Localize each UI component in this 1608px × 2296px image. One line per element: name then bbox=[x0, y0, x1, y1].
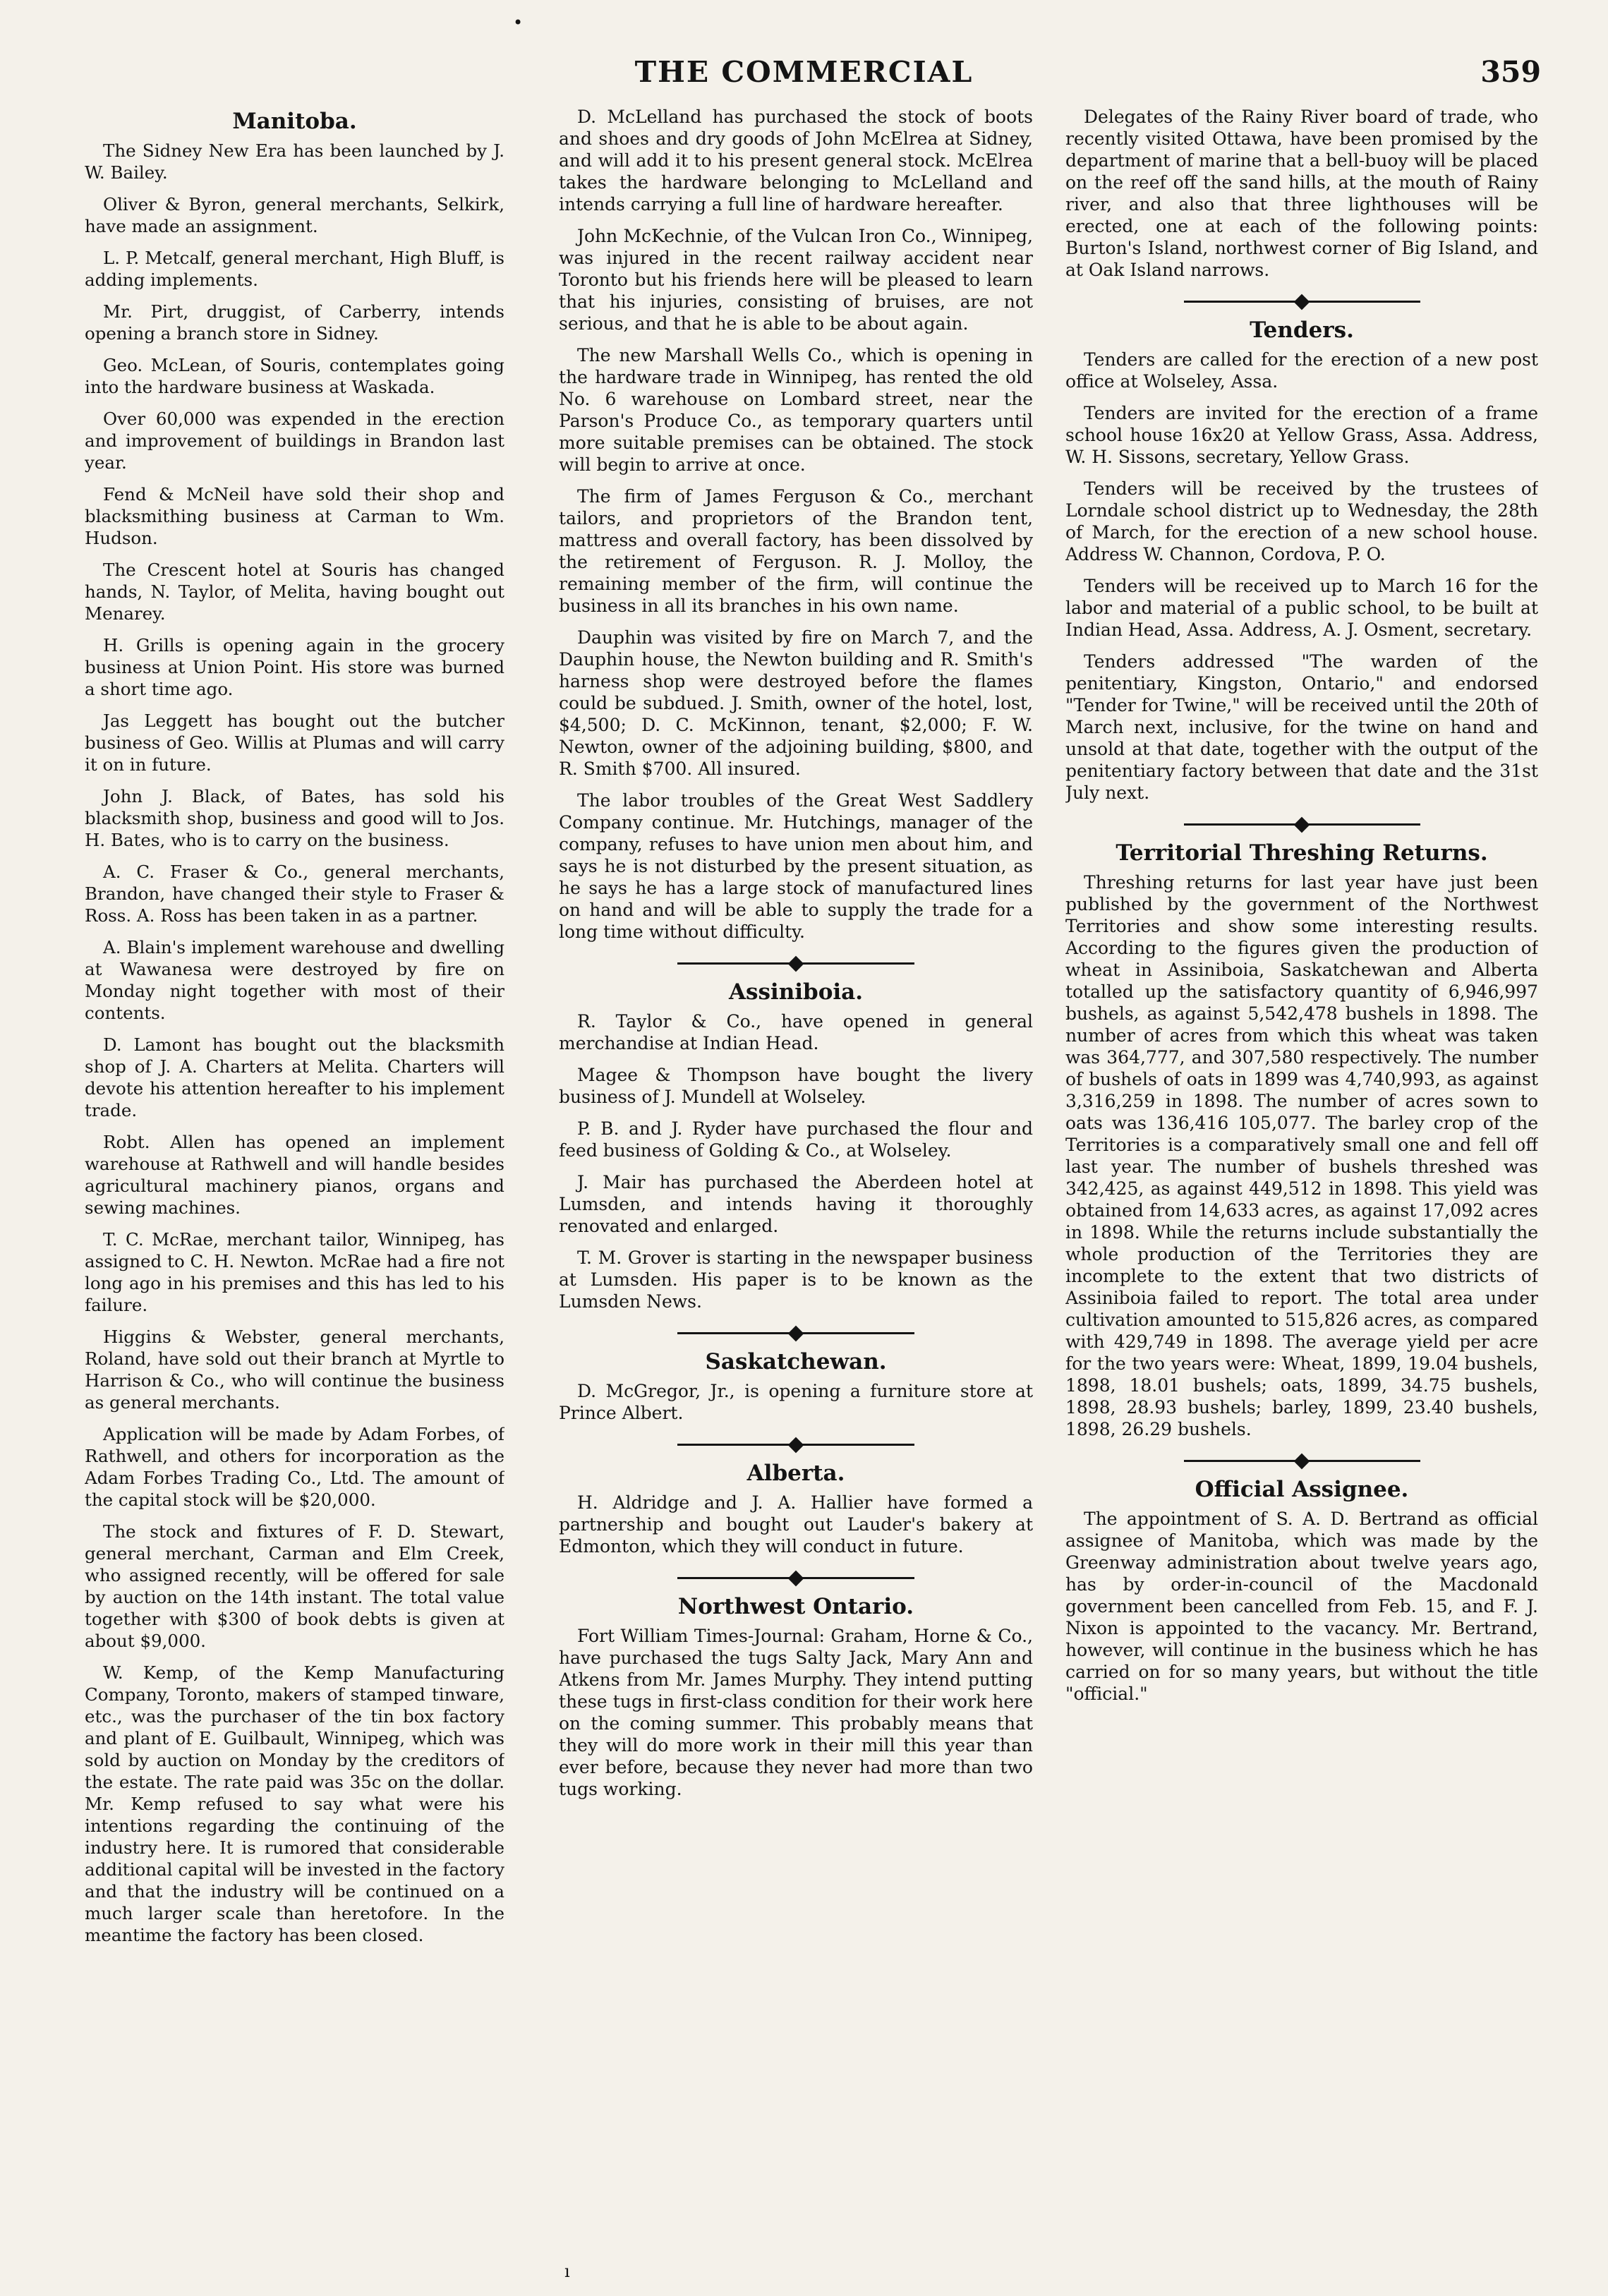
news-item: Tenders will be received by the trustees of Lorndale school district up to Wednesday, the 28th of March, for the erection of a new school house. Address W. Channon, Cordova, P. O. bbox=[1065, 478, 1538, 564]
news-item: Magee & Thompson have bought the livery business of J. Mundell at Wolseley. bbox=[559, 1065, 1033, 1107]
news-item: John J. Black, of Bates, has sold his blacksmith shop, business and good will to Jos. H. Bates, who is to carry on the business. bbox=[85, 786, 504, 850]
news-item: Fort William Times-Journal: Graham, Horne & Co., have purchased the tugs Salty Jack, Mary Ann and Atkens from Mr. James Murphy. They intend putting these tugs in first-class condition for their work here on the coming summer. This probably means that they will do more work in their mill this year than ever before, because they never had more than two tugs working. bbox=[559, 1626, 1033, 1799]
section-divider bbox=[559, 1567, 1033, 1588]
news-item: H. Grills is opening again in the grocery business at Union Point. His store was burned a short time ago. bbox=[85, 635, 504, 699]
manitoba-items bbox=[85, 140, 504, 1946]
scan-dot-top: • bbox=[513, 13, 524, 32]
news-item: The Sidney New Era has been launched by J. W. Bailey. bbox=[85, 140, 504, 183]
news-item: Application will be made by Adam Forbes, of Rathwell, and others for incorporation as the Adam Forbes Trading Co., Ltd. The amount of the capital stock will be $20,000. bbox=[85, 1424, 504, 1510]
news-item: The firm of James Ferguson & Co., merchant tailors, and proprietors of the Brandon tent, mattress and overall factory, has been dissolved by the retirement of Ferguson. R. J. Molloy, the remaining member of the firm, will continue the business in all its branches in his own name. bbox=[559, 486, 1033, 616]
news-item: D. McGregor, Jr., is opening a furniture store at Prince Albert. bbox=[559, 1381, 1033, 1423]
news-item: T. C. McRae, merchant tailor, Winnipeg, has assigned to C. H. Newton. McRae had a fire not long ago in his premises and this has led to his failure. bbox=[85, 1229, 504, 1315]
news-item: T. M. Grover is starting in the newspaper business at Lumsden. His paper is to be known as the Lumsden News. bbox=[559, 1247, 1033, 1312]
news-item: The new Marshall Wells Co., which is opening in the hardware trade in Winnipeg, has rented the old No. 6 warehouse on Lombard street, near the Parson's Produce Co., as temporary quarters until more suitable premises can be obtained. The stock will begin to arrive at once. bbox=[559, 345, 1033, 475]
section-divider bbox=[1065, 1450, 1538, 1471]
news-item: The appointment of S. A. D. Bertrand as official assignee of Manitoba, which was made by the Greenway administration about twelve years ago, has by order-in-council of the Macdonald government been cancelled from Feb. 15, and F. J. Nixon is appointed to the vacancy. Mr. Bertrand, however, will continue in the business which he has carried on for so many years, but without the title "official." bbox=[1065, 1509, 1538, 1704]
section-heading-alberta: Alberta. bbox=[746, 1461, 845, 1486]
news-item: A. Blain's implement warehouse and dwelling at Wawanesa were destroyed by fire on Monday night together with most of their contents. bbox=[85, 937, 504, 1023]
column-1 bbox=[85, 106, 504, 2258]
news-item: A. C. Fraser & Co., general merchants, Brandon, have changed their style to Fraser & Ross. A. Ross has been taken in as a partner. bbox=[85, 862, 504, 926]
news-item: Delegates of the Rainy River board of trade, who recently visited Ottawa, have been promised by the department of marine that a bell-buoy will be placed on the reef off the sand hills, at the mouth of Rainy river, and also that three lighthouses will be erected, one at each of the following points: Burton's Island, northwest corner of Big Island, and at Oak Island narrows. bbox=[1065, 107, 1538, 280]
column-2 bbox=[559, 106, 1033, 2258]
column-3 bbox=[1065, 106, 1538, 2258]
news-item: D. Lamont has bought out the blacksmith shop of J. A. Charters at Melita. Charters will devote his attention hereafter to his implement trade. bbox=[85, 1034, 504, 1120]
news-item: The stock and fixtures of F. D. Stewart, general merchant, Carman and Elm Creek, who assigned recently, will be offered for sale by auction on the 14th instant. The total value together with $300 of book debts is given at about $9,000. bbox=[85, 1521, 504, 1651]
news-item: P. B. and J. Ryder have purchased the flour and feed business of Golding & Co., at Wolseley. bbox=[559, 1118, 1033, 1161]
news-item: R. Taylor & Co., have opened in general merchandise at Indian Head. bbox=[559, 1011, 1033, 1053]
section-heading-northwest-ontario: Northwest Ontario. bbox=[677, 1594, 914, 1619]
news-item: Tenders are called for the erection of a new post office at Wolseley, Assa. bbox=[1065, 349, 1538, 392]
masthead bbox=[0, 55, 1608, 97]
news-item: Tenders are invited for the erection of a frame school house 16x20 at Yellow Grass, Assa. Address, W. H. Sissons, secretary, Yellow Grass. bbox=[1065, 403, 1538, 467]
news-item: Threshing returns for last year have just been published by the government of the Northwest Territories and show some interesting results. According to the figures given the production of wheat in Assiniboia, Saskatchewan and Alberta totalled up the satisfactory quantity of 6,946,997 bushels, as against 5,542,478 bushels in 1898. The number of acres from which this wheat was taken was 364,777, and 307,580 respectively. The number of bushels of oats in 1899 was 4,740,993, as against 3,316,259 in 1898. The number of acres sown to oats was 136,416 105,077. The barley crop of the Territories is a comparatively small one and fell off last year. The number of bushels threshed was 342,425, as against 449,512 in 1898. This yield was obtained from 14,633 acres, as against 17,092 acres in 1898. While the returns include substantially the whole production of the Territories they are incomplete to the extent that two districts of Assiniboia failed to report. The total area under cultivation amounted to 515,826 acres, as compared with 429,749 in 1898. The average yield per acre for the two years were: Wheat, 1899, 19.04 bushels, 1898, 18.01 bushels; oats, 1899, 34.75 bushels, 1898, 28.93 bushels; barley, 1899, 23.40 bushels, 1898, 26.29 bushels. bbox=[1065, 872, 1538, 1439]
scan-mark-bottom: ı bbox=[564, 2261, 570, 2281]
news-item: Oliver & Byron, general merchants, Selkirk, have made an assignment. bbox=[85, 194, 504, 236]
news-item: H. Aldridge and J. A. Hallier have formed a partnership and bought out Lauder's bakery at Edmonton, which they will conduct in future. bbox=[559, 1492, 1033, 1557]
section-heading-official-assignee: Official Assignee. bbox=[1195, 1477, 1409, 1502]
news-item: Dauphin was visited by fire on March 7, and the Dauphin house, the Newton building and R. Smith's harness shop were destroyed before the flames could be subdued. J. Smith, owner of the hotel, lost, $4,500; D. C. McKinnon, tenant, $2,000; F. W. Newton, owner of the adjoining building, $800, and R. Smith $700. All insured. bbox=[559, 627, 1033, 779]
news-item: J. Mair has purchased the Aberdeen hotel at Lumsden, and intends having it thoroughly renovated and enlarged. bbox=[559, 1172, 1033, 1236]
news-item: Geo. McLean, of Souris, contemplates going into the hardware business at Waskada. bbox=[85, 355, 504, 397]
news-item: D. McLelland has purchased the stock of boots and shoes and dry goods of John McElrea at Sidney, and will add it to his present general stock. McElrea takes the hardware belonging to McLelland and intends carrying a full line of hardware hereafter. bbox=[559, 107, 1033, 215]
news-item: The labor troubles of the Great West Saddlery Company continue. Mr. Hutchings, manager of the company, refuses to have union men about him, and says he is not disturbed by the present situation, as he says he has a large stock of manufactured lines on hand and will be able to supply the trade for a long time without difficulty. bbox=[559, 790, 1033, 942]
page-number: 359 bbox=[1480, 55, 1541, 89]
news-item: The Crescent hotel at Souris has changed hands, N. Taylor, of Melita, having bought out Menarey. bbox=[85, 560, 504, 624]
section-divider bbox=[1065, 291, 1538, 312]
section-heading-assiniboia: Assiniboia. bbox=[728, 979, 864, 1005]
section-divider bbox=[559, 1434, 1033, 1455]
news-item: Jas Leggett has bought out the butcher business of Geo. Willis at Plumas and will carry it on in future. bbox=[85, 711, 504, 775]
news-item: Tenders addressed "The warden of the penitentiary, Kingston, Ontario," and endorsed "Tender for Twine," will be received until the 20th of March next, inclusive, for the twine on hand and unsold at that date, together with the output of the penitentiary factory between that date and the 31st July next. bbox=[1065, 651, 1538, 803]
section-heading-saskatchewan: Saskatchewan. bbox=[705, 1349, 887, 1374]
news-item: Over 60,000 was expended in the erection and improvement of buildings in Brandon last year. bbox=[85, 409, 504, 473]
section-heading-tenders: Tenders. bbox=[1250, 318, 1354, 343]
news-item: Higgins & Webster, general merchants, Roland, have sold out their branch at Myrtle to Harrison & Co., who will continue the business as general merchants. bbox=[85, 1327, 504, 1413]
news-item: Tenders will be received up to March 16 for the labor and material of a public school, to be built at Indian Head, Assa. Address, A. J. Osment, secretary. bbox=[1065, 576, 1538, 640]
section-heading-threshing-returns: Territorial Threshing Returns. bbox=[1116, 840, 1488, 866]
news-item: Fend & McNeil have sold their shop and blacksmithing business at Carman to Wm. Hudson. bbox=[85, 484, 504, 548]
section-heading-manitoba: Manitoba. bbox=[232, 109, 357, 134]
section-divider bbox=[1065, 814, 1538, 835]
news-item: L. P. Metcalf, general merchant, High Bluff, is adding implements. bbox=[85, 248, 504, 290]
page-title: THE COMMERCIAL bbox=[634, 55, 974, 89]
news-item: W. Kemp, of the Kemp Manufacturing Company, Toronto, makers of stamped tinware, etc., was the purchaser of the tin box factory and plant of E. Guilbault, Winnipeg, which was sold by auction on Monday by the creditors of the estate. The rate paid was 35c on the dollar. Mr. Kemp refused to say what were his intentions regarding the continuing of the industry here. It is rumored that considerable additional capital will be invested in the factory and that the industry will be continued on a much larger scale than heretofore. In the meantime the factory has been closed. bbox=[85, 1662, 504, 1945]
section-divider bbox=[559, 953, 1033, 974]
news-item: John McKechnie, of the Vulcan Iron Co., Winnipeg, was injured in the recent railway accident near Toronto but his friends here will be pleased to learn that his injuries, consisting of bruises, are not serious, and that he is able to be about again. bbox=[559, 226, 1033, 334]
section-divider bbox=[559, 1322, 1033, 1343]
news-item: Robt. Allen has opened an implement warehouse at Rathwell and will handle besides agricultural machinery pianos, organs and sewing machines. bbox=[85, 1132, 504, 1218]
news-item: Mr. Pirt, druggist, of Carberry, intends opening a branch store in Sidney. bbox=[85, 301, 504, 344]
